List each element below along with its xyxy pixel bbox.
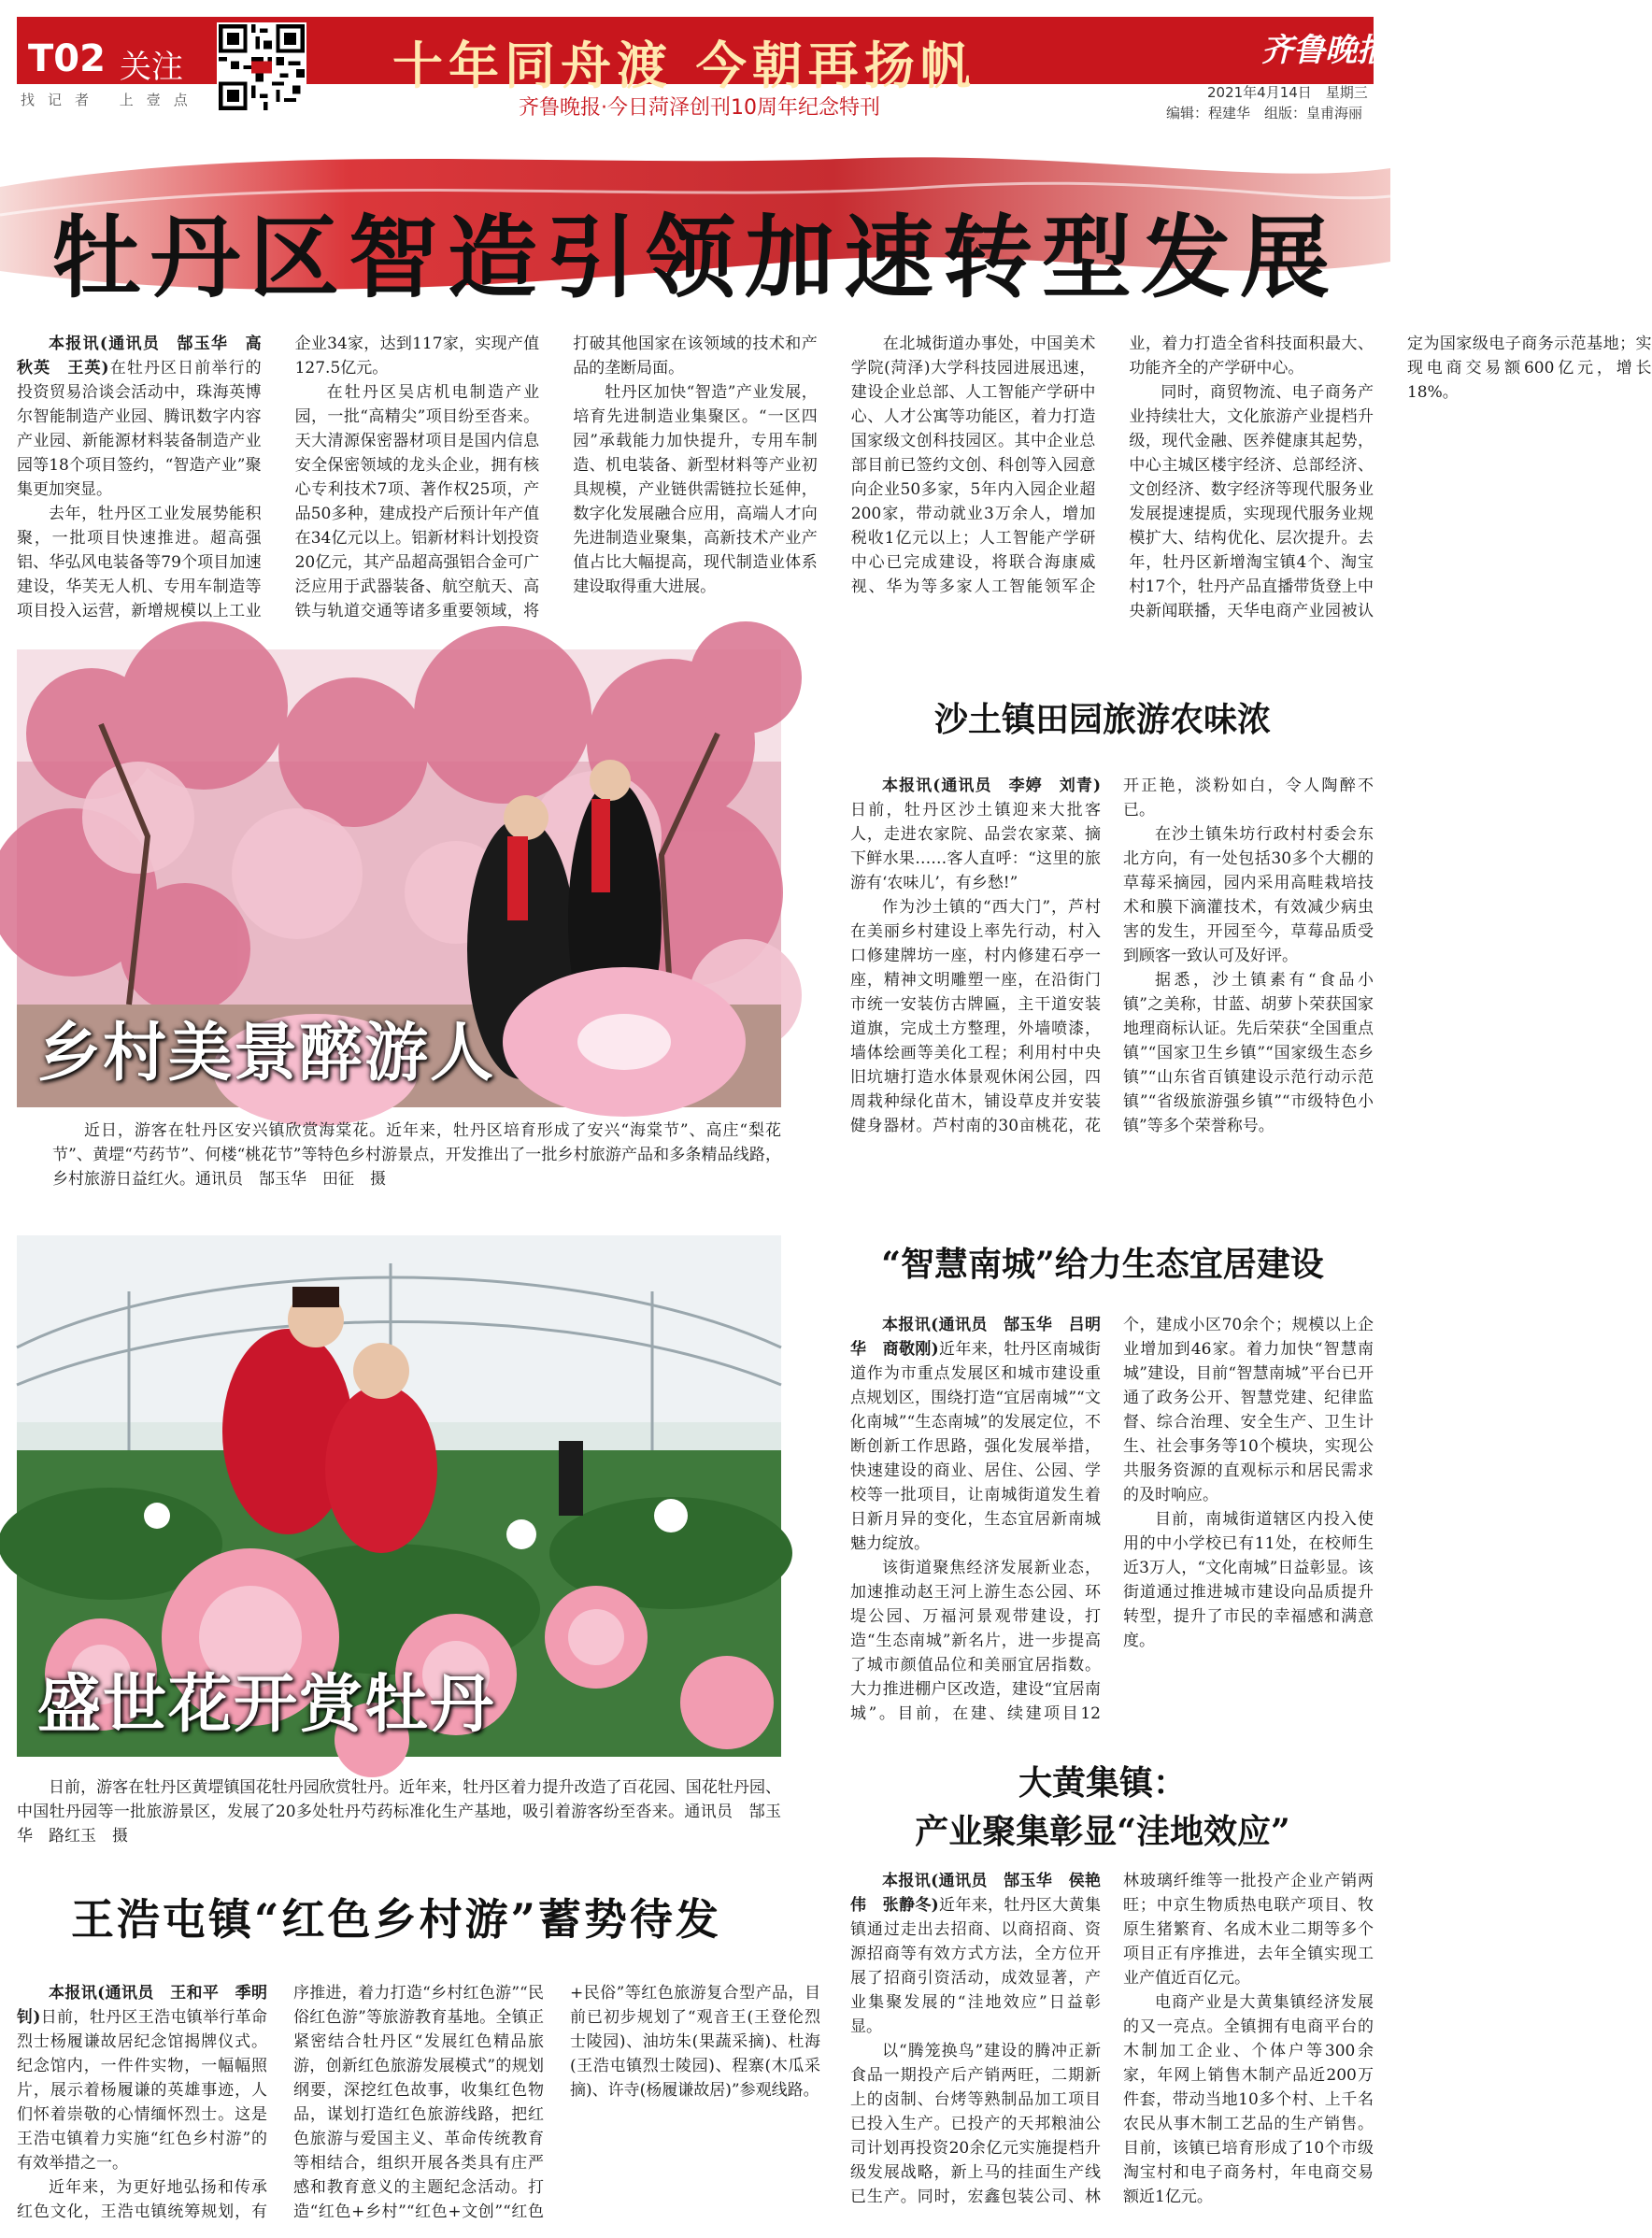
story-paragraph: 在沙土镇朱坊行政村村委会东北方向，有一处包括30多个大棚的草莓采摘园，园内采用高畦栽培技术和膜下滴灌技术，有效减少病虫害的发生，开园至今，草莓品质受到顾客一致认可及好评。	[1123, 825, 1374, 965]
story-byline: 本报讯(通讯员 郜玉华 吕明华 商敬刚)	[850, 1316, 1101, 1359]
lead-paragraph: 同时，商贸物流、电子商务产业持续壮大，文化旅游产业提档升级，现代金融、医养健康其起势，中心主城区楼宇经济、总部经济、文创经济、数字经济等现代服务业发展提速提质，实现现代服务业规模扩大、结构优化、层次提升。去年，牡丹区新增淘宝镇4个、淘宝村17个，牡丹产品直播带货登上中央新闻联播，天华电商产业园被认定为国家级电子商务示范基地；实现电商交易额600亿元，增长18%。	[1129, 335, 1652, 620]
story-paragraph: 电商产业是大黄集镇经济发展的又一亮点。全镇拥有电商平台的木制加工企业、个体户等300余家，年网上销售木制产品近200万件套，带动当地10多个村、上千名农民从事木制工艺品的生产销售。目前，该镇已培育形成了10个市级淘宝村和电子商务村，年电商交易额近1亿元。	[1123, 1993, 1374, 2206]
story-paragraph: 作为沙土镇的“西大门”，芦村在美丽乡村建设上率先行动，村入口修建牌坊一座，村内修建石亭一座，精神文明雕塑一座，在沿街门市统一安装仿古牌匾，主干道安装道旗，完成土方整理，外墙喷漆，墙体绘画等美化工程；利用村中央旧坑塘打造水体景观休闲公园，四周栽种绿化苗木，铺设草皮并安装健身器材。芦村南的30亩桃花，花开正艳，淡粉如白，令人陶醉不已。	[850, 777, 1374, 1135]
newspaper-logo: 齐鲁晚报	[1261, 32, 1389, 69]
lead-paragraph: 在牡丹区吴店机电制造产业园，一批“高精尖”项目纷至沓来。天大清源保密器材项目是国内信息安全保密领域的龙头企业，拥有核心专利技术7项、著作权25项，产品50多种，建成投产后预计年产值在34亿元以上。铝新材料计划投资20亿元，其产品超高强铝合金可广泛应用于武器装备、航空航天、高铁与轨道交通等诸多重要领域，将打破其他国家在该领域的技术和产品的垄断局面。	[294, 335, 818, 620]
story-paragraph: 本报讯(通讯员 李婷 刘青)日前，牡丹区沙土镇迎来大批客人，走进农家院、品尝农家菜、摘下鲜水果……客人直呼：“这里的旅游有‘农味儿’，有乡愁!”	[850, 777, 1101, 892]
tagline: 找记者 上壹点	[21, 92, 201, 108]
photo-title: 盛世花开赏牡丹	[37, 1667, 496, 1742]
story-nancheng	[850, 1313, 1374, 1729]
issue-date: 2021年4月14日 星期三	[1207, 84, 1368, 101]
story-paragraph: 本报讯(通讯员 王和平 季明钊)日前，牡丹区王浩屯镇举行革命烈士杨履谦故居纪念馆揭牌仪式。纪念馆内，一件件实物，一幅幅照片，展示着杨履谦的英雄事迹，人们怀着崇敬的心情缅怀烈士。这是王浩屯镇着力实施“红色乡村游”的有效举措之一。	[17, 1984, 267, 2173]
issue-editors: 编辑：程建华 组版：皇甫海丽	[1166, 105, 1363, 121]
photo-title: 乡村美景醉游人	[37, 1016, 496, 1090]
photo-caption: 近日，游客在牡丹区安兴镇欣赏海棠花。近年来，牡丹区培育形成了安兴“海棠节”、高庄“梨花节”、黄堽“芍药节”、何楼“桃花节”等特色乡村游景点，开发推出了一批乡村旅游产品和多条精品线路，乡村旅游日益红火。通讯员 郜玉华 田征 摄	[52, 1121, 781, 1189]
photo-peony-garden	[17, 1235, 781, 1757]
section-name: 关注	[120, 49, 183, 86]
story-byline: 本报讯(通讯员 郜玉华 侯艳伟 张静冬)	[850, 1872, 1101, 1915]
lead-paragraph: 牡丹区加快“智造”产业发展，培育先进制造业集聚区。“一区四园”承载能力加快提升，专用车制造、机电装备、新型材料等产业初具规模，产业链供需链拉长延伸，数字化发展融合应用，高端人才向先进制造业聚集，高新技术产业产值占比大幅提高，现代制造业体系建设取得重大进展。	[573, 383, 818, 596]
story-paragraph: 近年来，为更好地弘扬和传承红色文化，王浩屯镇统筹规划，有序推进，着力打造“乡村红色游”“民俗红色游”等旅游教育基地。全镇正紧密结合牡丹区“发展红色精品旅游，创新红色旅游发展模式”的规划纲要，深挖红色故事，收集红色物品，谋划打造红色旅游线路，把红色旅游与爱国主义、革命传统教育等相结合，组织开展各类具有庄严感和教育意义的主题纪念活动。打造“红色+乡村”“红色+文创”“红色+民俗”等红色旅游复合型产品，目前已初步规划了“观音王(王登伦烈士陵园)、油坊朱(果蔬采摘)、杜海(王浩屯镇烈士陵园)、程寨(木瓜采摘)、许寺(杨履谦故居)”参观线路。	[17, 1984, 820, 2221]
lead-story	[17, 332, 1652, 631]
story-byline: 本报讯(通讯员 李婷 刘青)	[882, 777, 1101, 795]
page-headline: 牡丹区智造引领加速转型发展	[51, 205, 1339, 310]
photo-caption: 日前，游客在牡丹区黄堽镇国花牡丹园欣赏牡丹。近年来，牡丹区着力提升改造了百花园、国花牡丹园、中国牡丹园等一批旅游景区，发展了20多处牡丹芍药标准化生产基地，吸引着游客纷至沓来。通讯员 郜玉华 路红玉 摄	[17, 1778, 781, 1846]
story-headline: 沙土镇田园旅游农味浓	[933, 700, 1271, 739]
story-paragraph: 据悉，沙土镇素有“食品小镇”之美称，甘蓝、胡萝卜荣获国家地理商标认证。先后荣获“全国重点镇”“国家卫生乡镇”“国家级生态乡镇”“山东省百镇建设示范行动示范镇”“省级旅游强乡镇”“市级特色小镇”等多个荣誉称号。	[1123, 971, 1374, 1135]
special-issue-label: 齐鲁晚报·今日菏泽创刊10周年纪念特刊	[519, 96, 880, 120]
story-headline-line2: 产业聚集彰显“洼地效应”	[915, 1812, 1290, 1851]
lead-paragraph: 在北城街道办事处，中国美术学院(菏泽)大学科技园进展迅速，建设企业总部、人工智能产学研中心、人才公寓等功能区，着力打造国家级文创科技园区。其中企业总部目前已签约文创、科创等入园意向企业50多家，5年内入园企业超200家，带动就业3万余人，增加税收1亿元以上；人工智能产学研中心已完成建设，将联合海康威视、华为等多家人工智能领军企业，着力打造全省科技面积最大、功能齐全的产学研中心。	[850, 335, 1374, 596]
story-dahuang	[850, 1869, 1374, 2226]
story-wanghao	[17, 1981, 820, 2226]
lead-byline: 本报讯(通讯员 郜玉华 高秋英 王英)	[17, 335, 262, 378]
story-shatu	[850, 774, 1374, 1152]
photo-crabapple-blossoms	[17, 649, 781, 1107]
story-paragraph: 该街道聚焦经济发展新业态，加速推动赵王河上游生态公园、环堤公园、万福河景观带建设，打造“生态南城”新名片，进一步提高了城市颜值品位和美丽宜居指数。大力推进棚户区改造，建设“宜居南城”。目前，在建、续建项目12个，建成小区70余个；规模以上企业增加到46家。着力加快“智慧南城”建设，目前“智慧南城”平台已开通了政务公开、智慧党建、纪律监督、综合治理、安全生产、卫生计生、社会事务等10个模块，实现公共服务资源的直观标示和居民需求的及时响应。	[850, 1316, 1374, 1723]
lead-paragraph: 本报讯(通讯员 郜玉华 高秋英 王英)在牡丹区日前举行的投资贸易洽谈会活动中，珠海英博尔智能制造产业园、腾讯数字内容产业园、新能源材料装备制造产业园等18个项目签约，“智造产业”聚集更加突显。	[17, 335, 262, 499]
page-code: T02	[28, 37, 106, 80]
story-paragraph: 本报讯(通讯员 郜玉华 侯艳伟 张静冬)近年来，牡丹区大黄集镇通过走出去招商、以商招商、资源招商等有效方式方法，全方位开展了招商引资活动，成效显著，产业集聚发展的“洼地效应”日益彰显。	[850, 1872, 1102, 2036]
story-byline: 本报讯(通讯员 王和平 季明钊)	[17, 1984, 267, 2027]
story-paragraph: 本报讯(通讯员 郜玉华 吕明华 商敬刚)近年来，牡丹区南城街道作为市重点发展区和城市建设重点规划区，围绕打造“宜居南城”“文化南城”“生态南城”的发展定位，不断创新工作思路，强化发展举措，快速建设的商业、居住、公园、学校等一批项目，让南城街道发生着日新月异的变化，生态宜居新南城魅力绽放。	[850, 1316, 1102, 1553]
story-headline: 大黄集镇：	[1018, 1763, 1187, 1803]
qr-code-icon[interactable]	[217, 22, 306, 112]
slogan: 十年同舟渡 今朝再扬帆	[392, 36, 976, 95]
lead-paragraph: 去年，牡丹区工业发展势能积聚，一批项目快速推进。超高强铝、华弘风电装备等79个项目加速建设，华芙无人机、专用车制造等项目投入运营，新增规模以上工业企业34家，达到117家，实现产值127.5亿元。	[17, 335, 540, 620]
story-headline: 王浩屯镇“红色乡村游”蓄势待发	[71, 1894, 721, 1945]
story-headline: “智慧南城”给力生态宜居建设	[881, 1245, 1324, 1284]
story-paragraph: 以“腾笼换鸟”建设的腾冲正新食品一期投产后产销两旺，二期新上的卤制、台烤等熟制品加工项目已投入生产。已投产的天邦粮油公司计划再投资20余亿元实施提档升级发展战略，新上马的挂面生产线已生产。同时，宏鑫包装公司、林林玻璃纤维等一批投产企业产销两旺；中京生物质热电联产项目、牧原生猪繁育、名成木业二期等多个项目正有序推进，去年全镇实现工业产值近百亿元。	[850, 1872, 1374, 2206]
masthead	[0, 0, 1390, 126]
story-paragraph: 目前，南城街道辖区内投入使用的中小学校已有11处，在校师生近3万人，“文化南城”日益彰显。该街道通过推进城市建设向品质提升转型，提升了市民的幸福感和满意度。	[1123, 1510, 1374, 1650]
